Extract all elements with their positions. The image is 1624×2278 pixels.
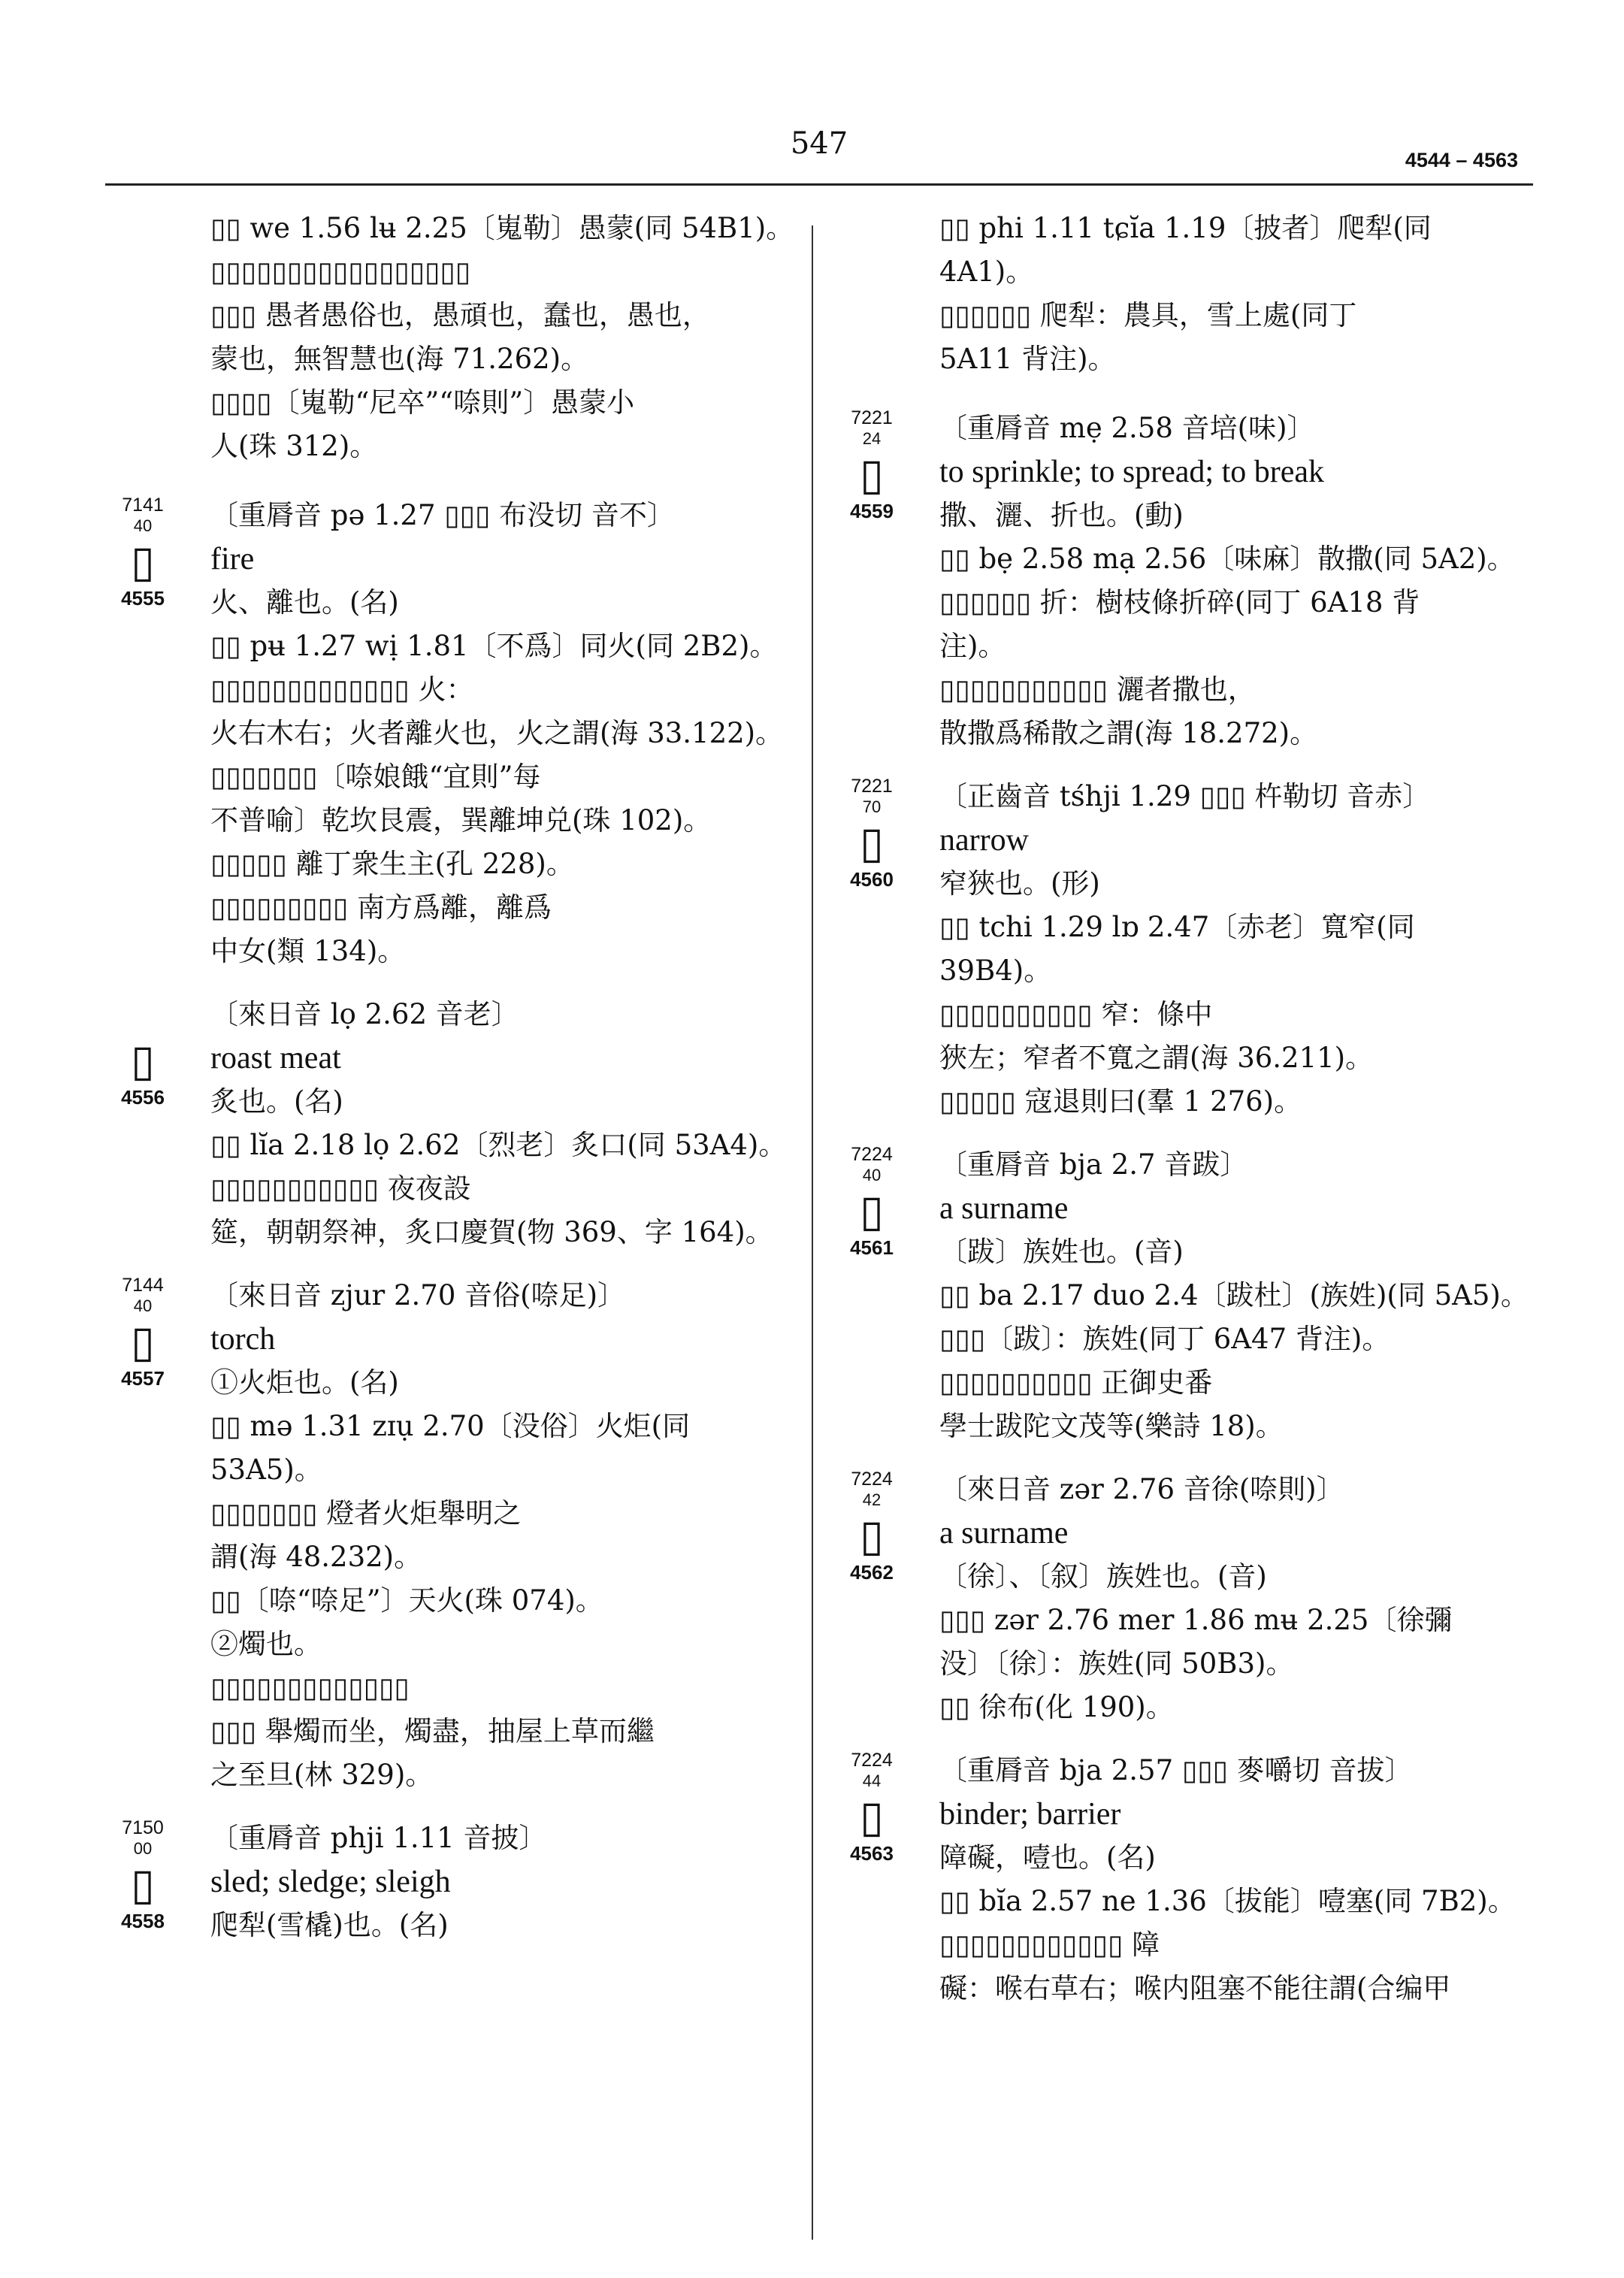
entry-line: ▯▯ tchi 1.29 lɒ 2.47〔赤老〕寬窄(同 39B4)。 bbox=[939, 911, 1415, 987]
entry-line: 火、離也。(名) bbox=[210, 586, 399, 619]
entry-code: 7224 bbox=[851, 1469, 893, 1490]
entry-line: 〔跋〕族姓也。(音) bbox=[939, 1236, 1184, 1268]
english-gloss: to sprinkle; to spread; to break bbox=[939, 455, 1325, 489]
entry-line: ▯▯▯▯〔嵬勒“尼卒”“㖠則”〕愚蒙小 bbox=[210, 386, 635, 419]
entry-line: 〔重脣音 bja 2.57 ▯▯▯ 麥嚼切 音拔〕 bbox=[939, 1754, 1413, 1786]
dictionary-entry bbox=[834, 407, 1529, 755]
entry-line: ▯▯ pʉ 1.27 wị 1.81〔不爲〕同火(同 2B2)。 bbox=[210, 630, 778, 662]
english-gloss: a surname bbox=[939, 1516, 1069, 1550]
entry-line: 〔重脣音 mẹ 2.58 音培(味)〕 bbox=[939, 412, 1315, 444]
entry-line: 蒙也，無智慧也(海 71.262)。 bbox=[210, 343, 589, 375]
entry-line: ▯▯▯▯▯ 離丁衆生主(孔 228)。 bbox=[210, 848, 574, 880]
entry-line: 中女(類 134)。 bbox=[210, 935, 406, 967]
entry-line: 狹左；窄者不寬之謂(海 36.211)。 bbox=[939, 1042, 1374, 1074]
dictionary-entry bbox=[834, 1468, 1529, 1729]
head-glyph: ▯ bbox=[860, 1791, 884, 1842]
entry-line: 〔正齒音 tśhji 1.29 ▯▯▯ 杵勒切 音赤〕 bbox=[939, 780, 1431, 812]
entry-code: 7144 bbox=[122, 1275, 164, 1296]
entry-gutter bbox=[834, 1749, 909, 1865]
head-glyph: ▯ bbox=[131, 536, 155, 587]
dictionary-entry bbox=[105, 207, 800, 468]
entry-line: ▯▯▯▯▯▯▯▯▯▯ 窄：條中 bbox=[939, 998, 1213, 1030]
entry-code: 7221 bbox=[851, 407, 893, 428]
entry-subcode: 24 bbox=[862, 429, 882, 448]
entry-line: ▯▯▯▯▯▯▯▯▯▯▯▯▯ bbox=[210, 1671, 410, 1704]
dictionary-entry bbox=[105, 993, 800, 1254]
english-gloss: roast meat bbox=[210, 1041, 341, 1075]
entry-line: ▯▯▯▯▯▯▯ 燈者火炬舉明之 bbox=[210, 1497, 522, 1529]
entry-gutter bbox=[105, 1274, 180, 1390]
entry-line: 〔重脣音 pə 1.27 ▯▯▯ 布没切 音不〕 bbox=[210, 499, 675, 531]
entry-line: 窄狹也。(形) bbox=[939, 867, 1100, 900]
entry-gutter bbox=[105, 993, 180, 1109]
entry-line: 〔來日音 zər 2.76 音徐(㖠則)〕 bbox=[939, 1473, 1344, 1505]
entry-line: 5A11 背注)。 bbox=[939, 343, 1116, 375]
entry-line: ▯▯〔㖠“㖠足”〕天火(珠 074)。 bbox=[210, 1584, 603, 1617]
entry-line: 筵，朝朝祭神，炙口慶賀(物 369、字 164)。 bbox=[210, 1216, 773, 1248]
entry-line: ▯▯ phi 1.11 tɕĭa 1.19〔披者〕爬犁(同 4A1)。 bbox=[939, 212, 1432, 288]
entry-line: ▯▯ we 1.56 lʉ 2.25〔嵬勒〕愚蒙(同 54B1)。 bbox=[210, 212, 794, 244]
entry-line: 散撒爲稀散之謂(海 18.272)。 bbox=[939, 717, 1318, 749]
entry-line: 障礙，噎也。(名) bbox=[939, 1841, 1156, 1874]
entry-number: 4561 bbox=[850, 1236, 894, 1259]
head-glyph: ▯ bbox=[860, 449, 884, 500]
entry-line: ▯▯ 徐布(化 190)。 bbox=[939, 1691, 1174, 1723]
entry-line: 〔重脣音 phji 1.11 音披〕 bbox=[210, 1822, 547, 1854]
entry-number: 4555 bbox=[121, 587, 165, 610]
english-gloss: torch bbox=[210, 1322, 276, 1357]
entry-line: 没〕〔徐〕：族姓(同 50B3)。 bbox=[939, 1647, 1294, 1680]
entry-line: 爬犁(雪橇)也。(名) bbox=[210, 1909, 449, 1941]
entry-line: ▯▯ lĭa 2.18 lọ 2.62〔烈老〕炙口(同 53A4)。 bbox=[210, 1129, 787, 1161]
dictionary-entry bbox=[105, 494, 800, 973]
entry-line: ▯▯▯▯▯▯▯▯▯▯ 正御史番 bbox=[939, 1366, 1213, 1399]
page-number: 547 bbox=[790, 126, 848, 161]
entry-number: 4562 bbox=[850, 1561, 894, 1584]
right-column bbox=[834, 207, 1529, 2030]
entry-line: 不普喻〕乾坎艮震，巽離坤兑(珠 102)。 bbox=[210, 804, 712, 836]
entry-line: ▯▯▯ 舉燭而坐，燭盡，抽屋上草而繼 bbox=[210, 1715, 655, 1747]
head-glyph: ▯ bbox=[860, 1185, 884, 1236]
entry-line: ▯▯ bẹ 2.58 mạ 2.56〔味麻〕散撒(同 5A2)。 bbox=[939, 543, 1515, 575]
entry-line: ▯▯▯ 愚者愚俗也，愚頑也，蠢也，愚也， bbox=[210, 299, 710, 331]
entry-number: 4557 bbox=[121, 1367, 165, 1390]
page-header bbox=[105, 126, 1533, 186]
entry-gutter bbox=[105, 1817, 180, 1932]
english-gloss: narrow bbox=[939, 823, 1029, 858]
head-glyph: ▯ bbox=[860, 1510, 884, 1561]
entry-line: ▯▯▯▯▯▯ 爬犁：農具，雪上處(同丁 bbox=[939, 299, 1357, 331]
entry-number: 4559 bbox=[850, 500, 894, 522]
head-glyph: ▯ bbox=[860, 817, 884, 868]
entry-subcode: 40 bbox=[133, 516, 153, 535]
entry-line: ▯▯▯▯▯▯▯▯▯▯▯ 夜夜設 bbox=[210, 1172, 471, 1205]
entry-line: ②燭也。 bbox=[210, 1628, 322, 1660]
entry-line: 撒、灑、折也。(動) bbox=[939, 499, 1184, 531]
entry-subcode: 70 bbox=[862, 797, 882, 816]
entry-line: ▯▯ bĭa 2.57 ne 1.36〔拔能〕噎塞(同 7B2)。 bbox=[939, 1885, 1516, 1917]
entry-line: 之至旦(林 329)。 bbox=[210, 1759, 434, 1791]
entry-number: 4558 bbox=[121, 1910, 165, 1932]
entry-line: 謂(海 48.232)。 bbox=[210, 1541, 422, 1573]
entry-line: ▯▯▯〔跋〕：族姓(同丁 6A47 背注)。 bbox=[939, 1323, 1390, 1355]
entry-line: 火右木右；火者離火也，火之謂(海 33.122)。 bbox=[210, 717, 784, 749]
entry-code: 7224 bbox=[851, 1750, 893, 1771]
header-rule bbox=[105, 183, 1533, 186]
entry-line: 礙：喉右草右；喉内阻塞不能往謂(合编甲 bbox=[939, 1972, 1451, 2004]
entry-line: ①火炬也。(名) bbox=[210, 1366, 399, 1399]
column-divider bbox=[812, 225, 813, 2240]
entry-subcode: 40 bbox=[133, 1296, 153, 1315]
entry-line: ▯▯▯▯▯▯▯▯▯▯▯▯▯▯▯▯▯ bbox=[210, 256, 471, 288]
entry-line: ▯▯▯▯▯▯▯▯▯ 南方爲離，離爲 bbox=[210, 891, 552, 924]
entry-code: 7224 bbox=[851, 1144, 893, 1165]
head-glyph: ▯ bbox=[131, 1859, 155, 1910]
entry-subcode: 42 bbox=[862, 1490, 882, 1509]
entry-code: 7150 bbox=[122, 1817, 164, 1838]
entry-line: 〔徐〕、〔叙〕族姓也。(音) bbox=[939, 1560, 1267, 1593]
entry-line: ▯▯▯▯▯▯▯▯▯▯▯▯▯ 火： bbox=[210, 673, 474, 706]
dictionary-entry bbox=[105, 1817, 800, 1947]
entry-gutter bbox=[834, 1468, 909, 1584]
entry-line: ▯▯▯ zər 2.76 mer 1.86 mʉ 2.25〔徐彌 bbox=[939, 1604, 1453, 1636]
dictionary-entry bbox=[834, 1749, 1529, 2010]
entry-line: ▯▯▯▯▯▯▯▯▯▯▯▯ 障 bbox=[939, 1929, 1160, 1961]
entry-line: ▯▯▯▯▯ 寇退則曰(羣 1 276)。 bbox=[939, 1085, 1302, 1118]
entry-line: ▯▯▯▯▯▯▯▯▯▯▯ 灑者撒也， bbox=[939, 673, 1256, 706]
entry-gutter bbox=[834, 407, 909, 522]
entry-line: ▯▯▯▯▯▯ 折：樹枝條折碎(同丁 6A18 背 bbox=[939, 586, 1420, 619]
entry-line: 〔重脣音 bja 2.7 音跋〕 bbox=[939, 1148, 1248, 1181]
entry-subcode bbox=[105, 1015, 180, 1035]
english-gloss: a surname bbox=[939, 1191, 1069, 1226]
entry-code: 7221 bbox=[851, 776, 893, 797]
entry-line: 學士跋陀文茂等(樂詩 18)。 bbox=[939, 1410, 1284, 1442]
entry-gutter bbox=[834, 775, 909, 891]
entry-number: 4556 bbox=[121, 1086, 165, 1109]
entry-line: 〔來日音 lọ 2.62 音老〕 bbox=[210, 998, 519, 1030]
entry-number: 4563 bbox=[850, 1842, 894, 1865]
entry-code: 7141 bbox=[122, 495, 164, 516]
english-gloss: binder; barrier bbox=[939, 1797, 1121, 1832]
entry-line: 注)。 bbox=[939, 630, 1006, 662]
entry-subcode: 40 bbox=[862, 1166, 882, 1184]
entry-line: 〔來日音 zjur 2.70 音俗(㖠足)〕 bbox=[210, 1279, 626, 1311]
dictionary-entry bbox=[834, 775, 1529, 1124]
entry-line: ▯▯▯▯▯▯▯〔㖠娘餓“宜則”每 bbox=[210, 761, 541, 793]
entry-range: 4544 – 4563 bbox=[1405, 149, 1518, 171]
dictionary-entry bbox=[834, 1143, 1529, 1448]
entry-gutter bbox=[105, 494, 180, 610]
entry-subcode: 00 bbox=[133, 1839, 153, 1858]
head-glyph: ▯ bbox=[131, 1035, 155, 1086]
dictionary-entry bbox=[834, 207, 1529, 381]
entry-code bbox=[105, 993, 180, 1015]
left-column bbox=[105, 207, 800, 1967]
english-gloss: sled; sledge; sleigh bbox=[210, 1865, 451, 1899]
entry-number: 4560 bbox=[850, 868, 894, 891]
entry-gutter bbox=[834, 1143, 909, 1259]
entry-line: 炙也。(名) bbox=[210, 1085, 343, 1118]
entry-line: 人(珠 312)。 bbox=[210, 430, 378, 462]
entry-subcode: 44 bbox=[862, 1771, 882, 1790]
entry-line: ▯▯ ba 2.17 duo 2.4〔跋杜〕(族姓)(同 5A5)。 bbox=[939, 1279, 1529, 1311]
entry-line: ▯▯ mə 1.31 zɪụ 2.70〔没俗〕火炬(同53A5)。 bbox=[210, 1410, 691, 1486]
english-gloss: fire bbox=[210, 542, 255, 576]
dictionary-entry bbox=[105, 1274, 800, 1797]
head-glyph: ▯ bbox=[131, 1316, 155, 1367]
